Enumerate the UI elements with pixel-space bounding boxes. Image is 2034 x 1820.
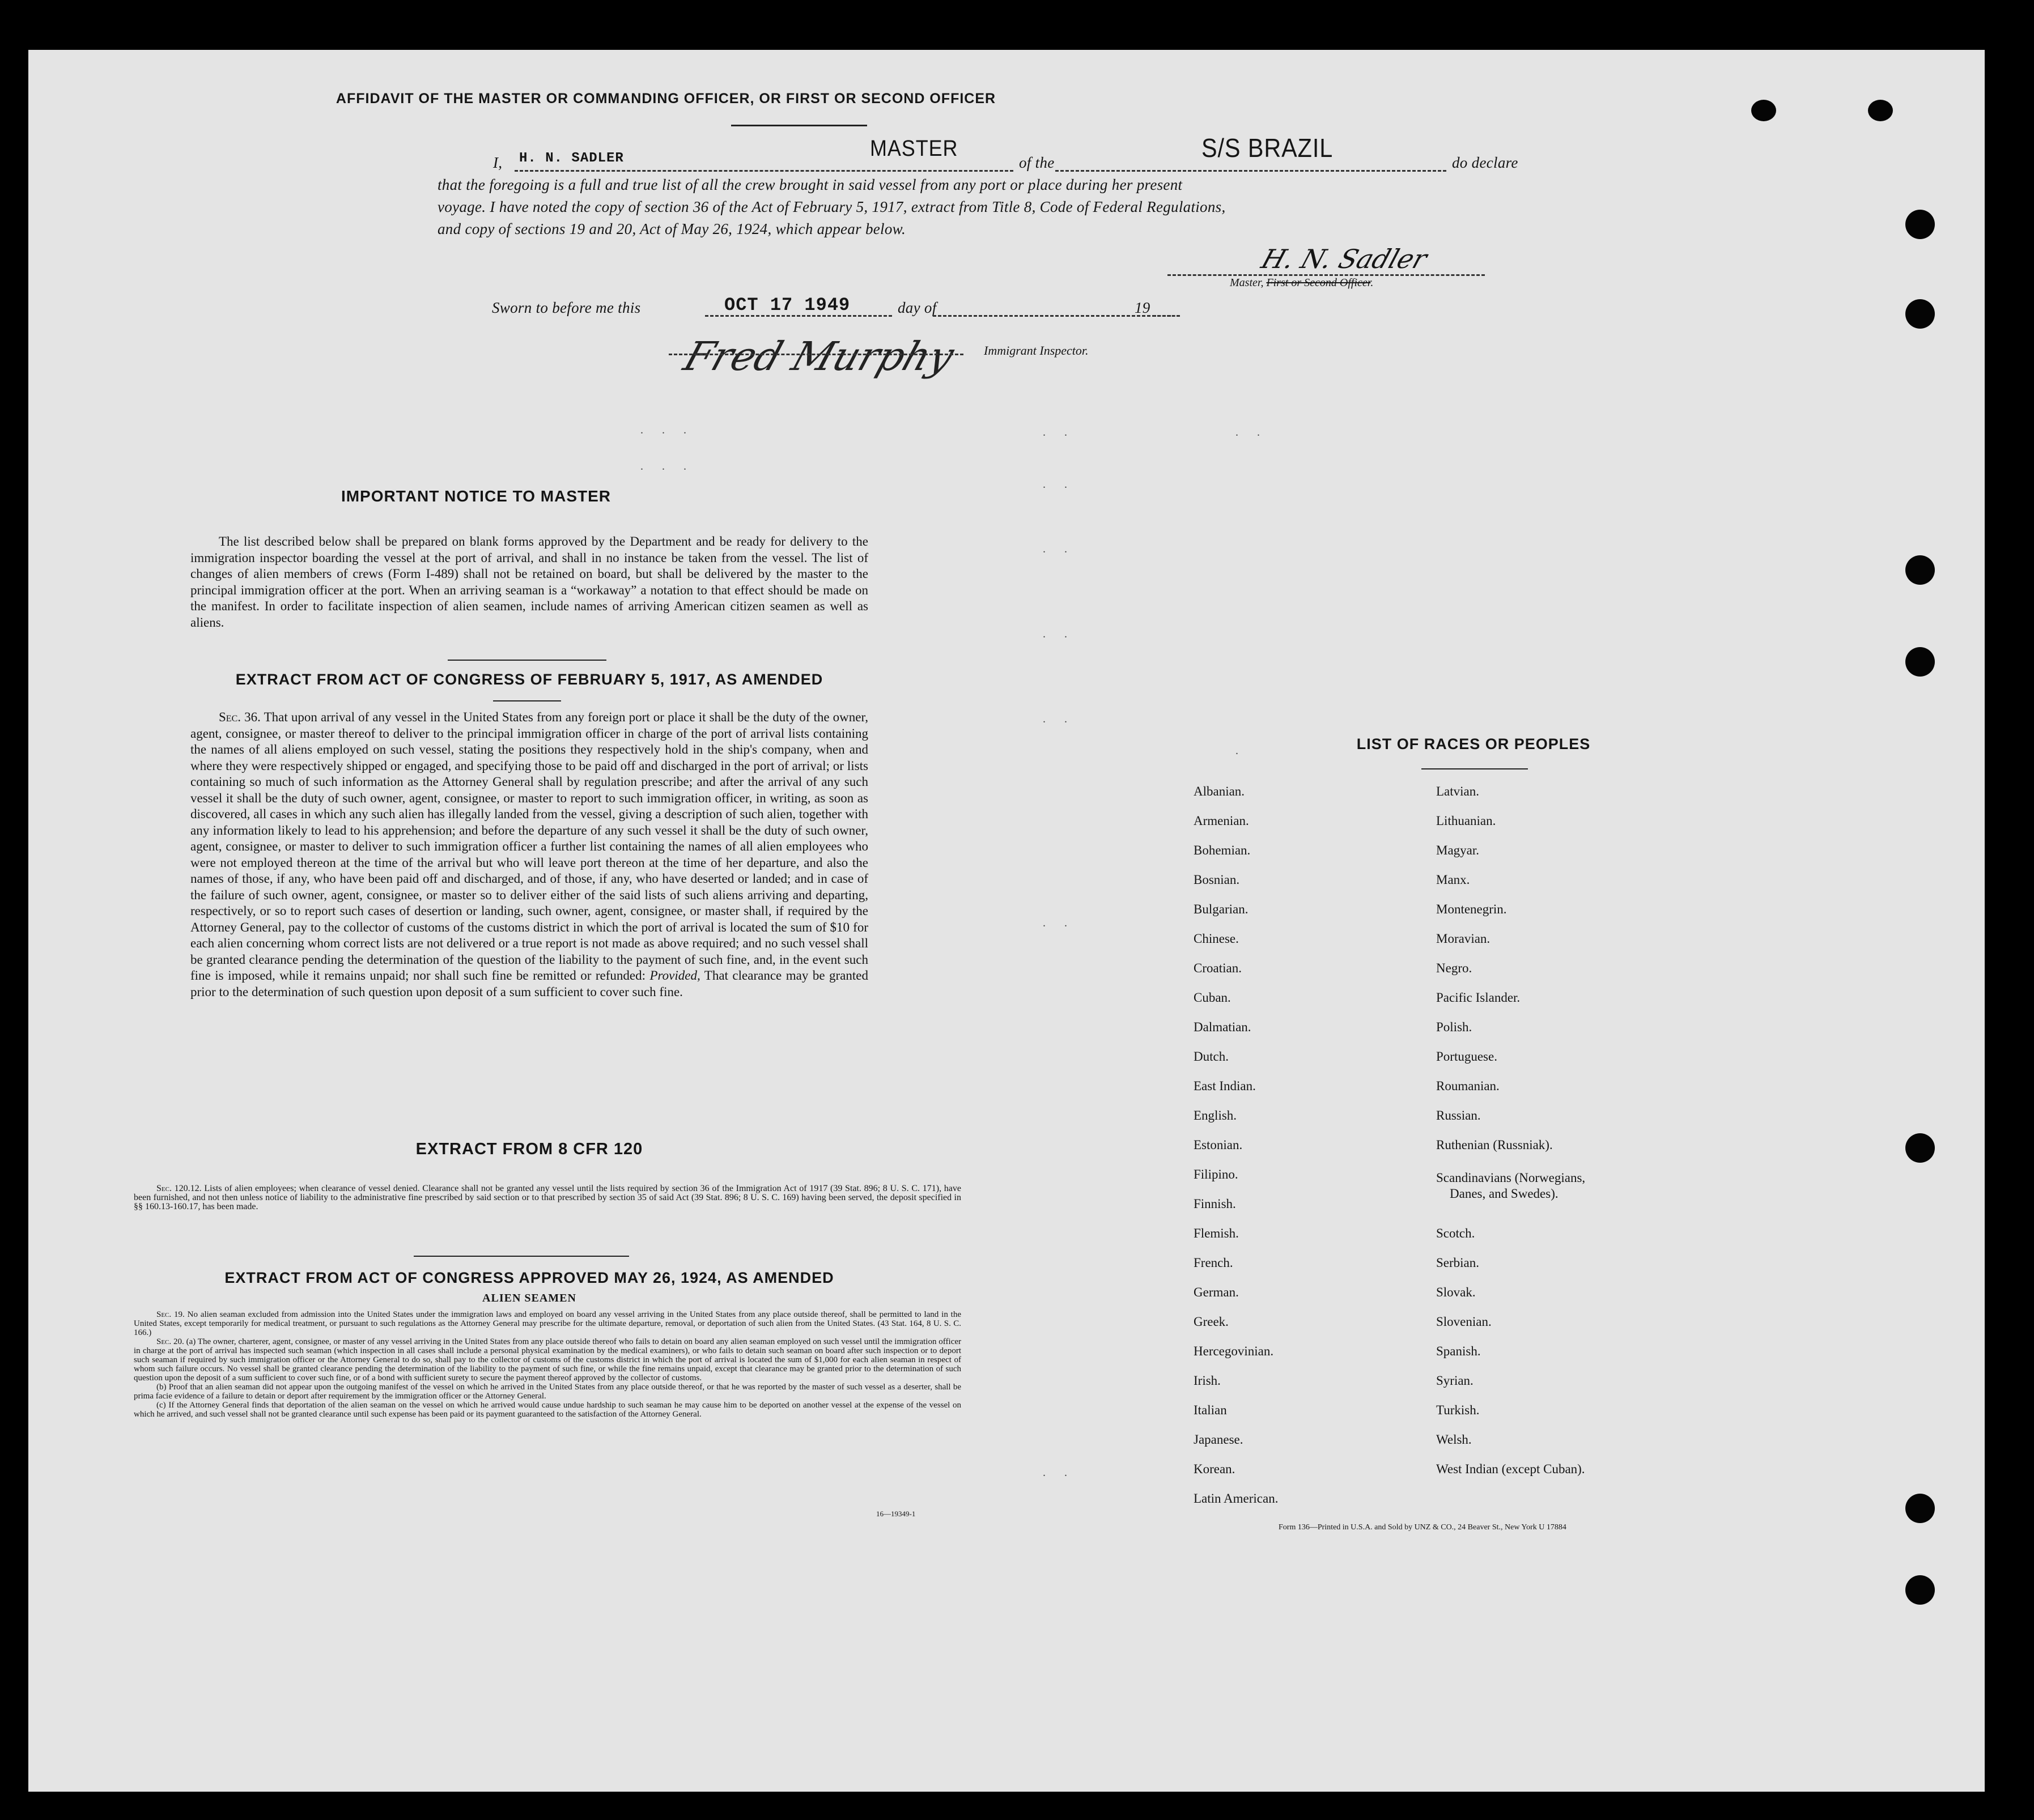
cfr-body [134, 1184, 961, 1211]
race-item: Dutch. [1194, 1049, 1229, 1064]
sec-36-body-a: That upon arrival of any vessel in the United States from any foreign port or place it shall be the duty of the owner, agent, consignee, or master thereof to deliver to the principal immigration officer in charge of the port of arrival lists containing the names of all aliens employed on such vessel, stating the positions they respectively hold in the ship's company, when and where they were respectively shipped or engaged, and specifying those to be paid off and discharged in the port of arrival; or lists containing so much of such information as the Attorney General shall by regulation prescribe; and after the arrival of any such vessel it shall be the duty of such owner, agent, consignee, or master to report to such immigration officer, in writing, as soon as discovered, all cases in which any such alien has illegally landed from the vessel, giving a description of such alien, together with any information likely to lead to his apprehension; and before the departure of any such vessel it shall be the duty of such owner, agent, consignee, or master to deliver to such immigration officer a further list containing the names of all alien employees who were not employed thereon at the time of the arrival but who will leave port thereon at the time of her departure, and also the names of those, if any, who have been paid off and discharged, and of those, if any, who have deserted or landed; and in case of the failure of such owner, agent, consignee, or master so to deliver either of the said lists of such aliens arriving and departing, respectively, or so to report such cases of desertion or landing, such owner, agent, consignee, or master shall, if required by the Attorney General, pay to the collector of customs of the customs district in which the port of arrival is located the sum of $10 for each alien concerning whom correct lists are not delivered or a true report is not made as above required; and no such vessel shall be granted clearance pending the determination of the question of the liability to the payment of such fine, and, in the event such fine is imposed, while it remains unpaid; nor shall such fine be remitted or refunded: [190, 710, 868, 983]
race-item: Lithuanian. [1436, 814, 1496, 828]
race-item: Greek. [1194, 1315, 1229, 1329]
cfr-text [134, 1184, 961, 1211]
race-item: Roumanian. [1436, 1079, 1500, 1093]
race-item: Spanish. [1436, 1344, 1481, 1358]
race-item: Welsh. [1436, 1432, 1472, 1447]
declaration-line-2: that the foregoing is a full and true list of all the crew brought in said vessel from any port or place during her present [438, 176, 1183, 193]
proviso-word: Provided, [649, 968, 700, 983]
scan-dots: . . [1043, 426, 1075, 439]
notice-heading: IMPORTANT NOTICE TO MASTER [341, 487, 612, 505]
scan-dots: . [1235, 745, 1246, 757]
day-of-label: day of [898, 299, 937, 316]
sec-36-body-b: That clearance may be granted prior to the determination of such question upon deposit of a sum sufficient to cover such fine. [190, 968, 868, 999]
vessel-fill-line [1055, 170, 1446, 172]
scan-dots: . . . [640, 460, 694, 473]
master-name: H. N. SADLER [519, 151, 624, 166]
scan-dots: . . [1235, 426, 1268, 439]
scan-dots: . . [1043, 713, 1075, 725]
race-item: Scandinavians (Norwegians, [1436, 1171, 1586, 1185]
punch-hole [1905, 299, 1935, 329]
extract-1917-heading: EXTRACT FROM ACT OF CONGRESS OF FEBRUARY 5, 1917, AS AMENDED [235, 671, 823, 688]
race-item: Bohemian. [1194, 843, 1251, 857]
punch-hole [1905, 647, 1935, 677]
master-signature-line [1167, 274, 1485, 276]
declaration-line-4: and copy of sections 19 and 20, Act of May 26, 1924, which appear below. [438, 220, 906, 237]
cfr-rule [414, 1256, 629, 1257]
race-item: Syrian. [1436, 1373, 1474, 1388]
declaration-line-3: voyage. I have noted the copy of section 36 of the Act of February 5, 1917, extract from Title 8, Code of Federal Regulations, [438, 198, 1226, 215]
race-item: German. [1194, 1285, 1239, 1299]
cfr-heading: EXTRACT FROM 8 CFR 120 [415, 1140, 643, 1158]
master-signature: H. N. Sadler [1258, 244, 1431, 274]
punch-hole [1868, 100, 1893, 121]
punch-hole [1905, 1133, 1935, 1163]
signature-caption [1230, 277, 1373, 290]
punch-hole [1905, 1575, 1935, 1605]
punch-hole [1751, 100, 1776, 121]
cfr-sec-body: Lists of alien employees; when clearance of vessel denied. Clearance shall not be granted any vessel until the lists required by section 36 of the Immigration Act of 1917 (39 Stat. 896; 8 U. S. C. 171), have been furnished, and not then unless notice of liability to the administrative fine prescribed by said section or to that prescribed by section 35 of said Act (39 Stat. 896; 8 U. S. C. 169) having been served, the deposit specified in §§ 160.13-160.17, has been made. [134, 1184, 961, 1211]
sec-20a-body: (a) The owner, charterer, agent, consignee, or master of any vessel arriving in the United States from any place outside thereof who fails to detain on board any alien seaman employed on such vessel until the immigration officer in charge at the port of arrival has inspected such seaman (which inspection in all cases shall include a personal physical examination by the medical examiners), or who fails to detain such seaman on board after such inspection or to deport such seaman if required by such immigration officer or the Attorney General to do so, shall pay to the collector of customs of the customs district in which the port of arrival is located the sum of $1,000 for each alien seaman in respect of whom such failure occurs. No vessel shall be granted clearance pending the determination of the liability to the payment of such fine, or while the fine remains unpaid, except that clearance may be granted prior to the determination of such question upon the deposit of a sum sufficient to cover such fine, or of a bond with sufficient surety to secure the payment thereof approved by the collector of customs. [134, 1337, 961, 1383]
race-item: East Indian. [1194, 1079, 1256, 1093]
race-item: Estonian. [1194, 1138, 1243, 1152]
notice-body [190, 534, 868, 631]
race-item: Negro. [1436, 961, 1472, 975]
affidavit-title: AFFIDAVIT OF THE MASTER OR COMMANDING OFFICER, OR FIRST OR SECOND OFFICER [336, 91, 996, 107]
race-item: Serbian. [1436, 1256, 1480, 1270]
race-item: Bosnian. [1194, 873, 1240, 887]
scan-dots: . . [1043, 543, 1075, 555]
race-item: Danes, and Swedes). [1450, 1187, 1559, 1201]
caption-struck: First or Second Officer [1266, 277, 1371, 289]
sworn-date-stamp: OCT 17 1949 [724, 295, 851, 316]
title-rule [731, 125, 867, 126]
race-item: Hercegovinian. [1194, 1344, 1274, 1358]
extract-1917-body [190, 709, 868, 1000]
race-item: Moravian. [1436, 932, 1491, 946]
extract-1924-body [134, 1310, 961, 1419]
race-item: Ruthenian (Russniak). [1436, 1138, 1553, 1152]
punch-hole [1905, 555, 1935, 585]
caption-suffix: . [1370, 277, 1374, 289]
race-item: Korean. [1194, 1462, 1235, 1476]
race-item: Scotch. [1436, 1226, 1475, 1240]
inspector-signature: Fred Murphy [678, 333, 960, 380]
scan-dots: . . [1043, 1466, 1075, 1479]
do-declare-label: do declare [1452, 154, 1518, 171]
sec-20-label: Sec. 20. [156, 1337, 184, 1346]
alien-seamen-subheading: ALIEN SEAMEN [482, 1292, 576, 1304]
sworn-label: Sworn to before me this [492, 299, 641, 316]
year-prefix: 19 [1135, 299, 1150, 316]
of-the-label: of the [1019, 154, 1055, 171]
notice-rule [448, 660, 606, 661]
extract-1917-rule [493, 700, 561, 701]
inspector-caption: Immigrant Inspector. [984, 343, 1089, 358]
race-item: West Indian (except Cuban). [1436, 1462, 1585, 1476]
rank-value: MASTER [870, 136, 958, 161]
scan-dots: . . [1043, 628, 1075, 640]
year-line [1153, 315, 1180, 317]
notice-text: The list described below shall be prepared on blank forms approved by the Department and be ready for delivery to the immigration inspector boarding the vessel at the port of arrival, and shall in no instance be taken from the vessel. The list of changes of alien members of crews (Form I-489) shall not be retained on board, but shall be delivered by the master to the principal immigration officer at the port. When an arriving seaman is a “workaway” a notation to that effect should be made on the manifest. In order to facilitate inspection of alien seamen, include names of arriving American citizen seamen as well as aliens. [190, 534, 868, 630]
name-fill-line [515, 170, 1013, 172]
race-item: Chinese. [1194, 932, 1239, 946]
race-item: Russian. [1436, 1108, 1481, 1122]
race-item: Finnish. [1194, 1197, 1236, 1211]
race-item: Flemish. [1194, 1226, 1239, 1240]
race-item: Armenian. [1194, 814, 1249, 828]
races-heading: LIST OF RACES OR PEOPLES [1356, 735, 1591, 752]
race-item: Japanese. [1194, 1432, 1243, 1447]
punch-hole [1905, 210, 1935, 239]
race-item: Slovenian. [1436, 1315, 1492, 1329]
race-item: Pacific Islander. [1436, 990, 1521, 1005]
race-item: Cuban. [1194, 990, 1231, 1005]
race-item: Slovak. [1436, 1285, 1476, 1299]
race-item: Croatian. [1194, 961, 1242, 975]
race-item: Bulgarian. [1194, 902, 1249, 916]
sec-20b-text: (b) Proof that an alien seaman did not appear upon the outgoing manifest of the vessel on which he arrived in the United States from any place outside thereof, or that he was reported by the master of such vessel as a deserter, shall be prima facie evidence of a failure to detain or deport after requirement by the immigration officer or the Attorney General. [134, 1383, 961, 1401]
sec-19-body: No alien seaman excluded from admission into the United States under the immigration laws and employed on board any vessel arriving in the United States from any place outside thereof, shall be permitted to land in the United States, except temporarily for medical treatment, or pursuant to such regulations as the Attorney General may prescribe for the ultimate departure, removal, or deportation of such alien from the United States. (43 Stat. 164, 8 U. S. C. 166.) [134, 1310, 961, 1337]
race-item: Manx. [1436, 873, 1470, 887]
race-item: Dalmatian. [1194, 1020, 1251, 1034]
extract-1924-heading: EXTRACT FROM ACT OF CONGRESS APPROVED MAY 26, 1924, AS AMENDED [224, 1269, 834, 1286]
cfr-sec-label: Sec. 120.12. [156, 1184, 202, 1193]
race-item: Filipino. [1194, 1167, 1238, 1181]
sec-19-label: Sec. 19. [156, 1310, 185, 1319]
race-item: Portuguese. [1436, 1049, 1497, 1064]
scan-dots: . . [1043, 917, 1075, 929]
punch-hole [1905, 1494, 1935, 1523]
caption-prefix: Master, [1230, 277, 1264, 289]
race-item: Latvian. [1436, 784, 1479, 798]
declaration-pronoun: I, [493, 154, 503, 171]
race-item: Polish. [1436, 1020, 1472, 1034]
sec-36-text [190, 709, 868, 1000]
race-item: Montenegrin. [1436, 902, 1507, 916]
sec-36-label: Sec. 36. [219, 710, 261, 724]
race-item: Turkish. [1436, 1403, 1480, 1417]
scan-dots: . . . [640, 424, 694, 436]
sec-20c-text: (c) If the Attorney General finds that deportation of the alien seaman on the vessel on which he arrived would cause undue hardship to such seaman he may cause him to be deported on another vessel at the expense of the vessel on which he arrived, and such vessel shall not be granted clearance until such expense has been paid or its payment guaranteed to the satisfaction of the Attorney General. [134, 1401, 961, 1419]
inspector-signature-line [669, 354, 963, 355]
race-item: Magyar. [1436, 843, 1480, 857]
race-item: Italian [1194, 1403, 1227, 1417]
race-item: English. [1194, 1108, 1237, 1122]
vessel-name: S/S BRAZIL [1201, 133, 1334, 163]
sec-19-text [134, 1310, 961, 1337]
scan-dots: . . [1043, 478, 1075, 491]
form-code: 16—19349-1 [876, 1509, 916, 1518]
sec-20a-text [134, 1337, 961, 1383]
races-rule [1421, 768, 1528, 769]
manifest-page [28, 50, 1985, 1792]
race-item: Irish. [1194, 1373, 1221, 1388]
race-item: Albanian. [1194, 784, 1245, 798]
race-item: French. [1194, 1256, 1233, 1270]
race-item: Latin American. [1194, 1491, 1279, 1506]
printer-footer: Form 136—Printed in U.S.A. and Sold by UNZ & CO., 24 Beaver St., New York U 17884 [1279, 1523, 1566, 1532]
